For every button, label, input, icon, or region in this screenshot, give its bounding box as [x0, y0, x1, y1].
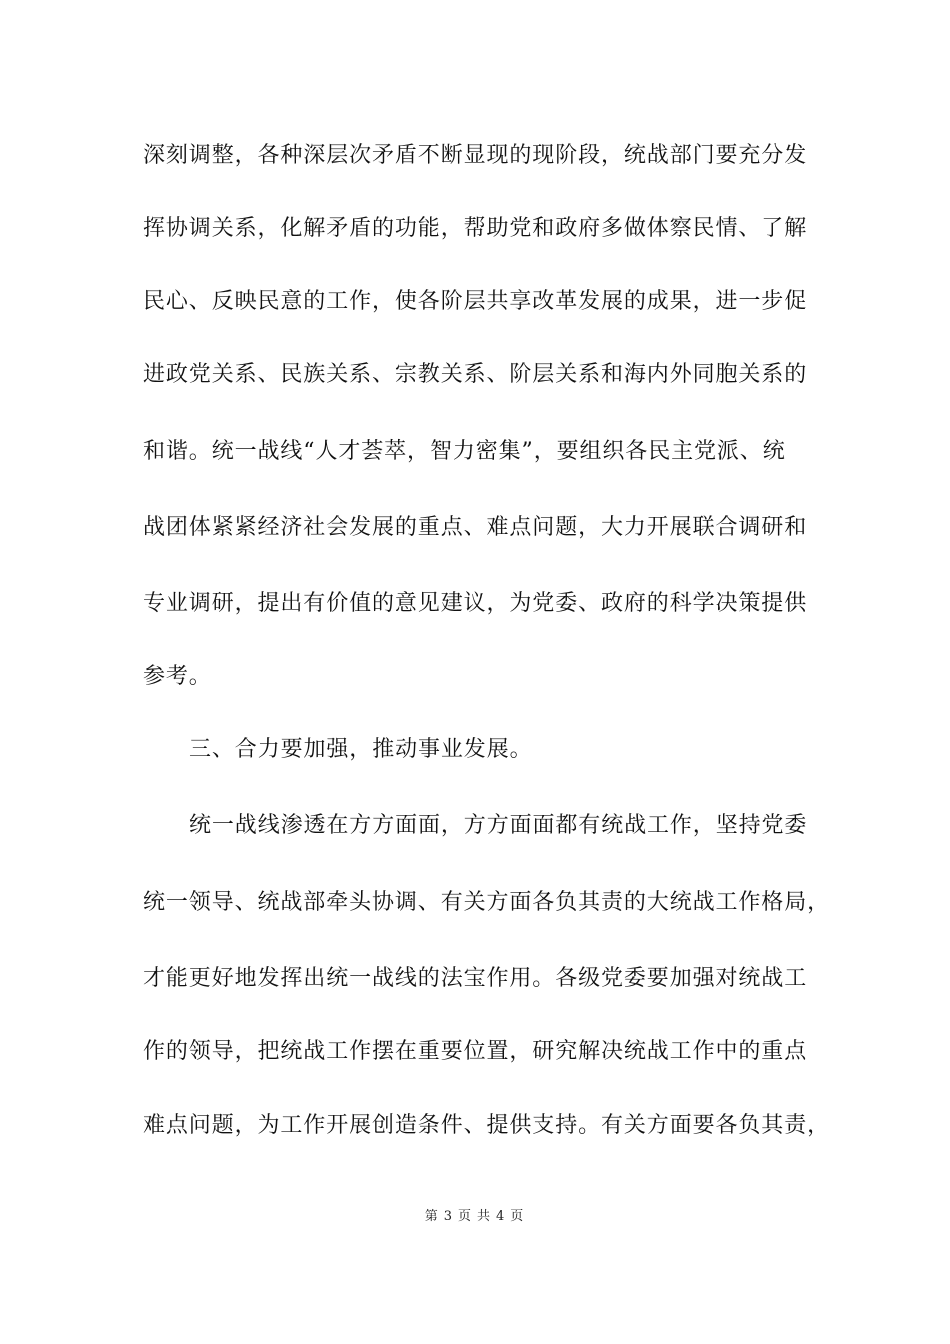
body-line: 进政党关系、民族关系、宗教关系、阶层关系和海内外同胞关系的	[143, 362, 808, 387]
body-line: 专业调研，提出有价值的意见建议，为党委、政府的科学决策提供	[143, 591, 808, 616]
page-footer	[0, 1208, 950, 1226]
footer-page-word: 页	[457, 1209, 473, 1224]
body-line: 和谐。统一战线“人才荟萃，智力密集”，要组织各民主党派、统	[143, 439, 786, 464]
body-line: 难点问题，为工作开展创造条件、提供支持。有关方面要各负其责，	[143, 1113, 831, 1138]
body-line: 挥协调关系，化解矛盾的功能，帮助党和政府多做体察民情、了解	[143, 216, 808, 241]
footer-prefix: 第	[424, 1209, 440, 1224]
body-line: 统一领导、统战部牵头协调、有关方面各负其责的大统战工作格局，	[143, 890, 831, 915]
footer-suffix: 页	[510, 1209, 526, 1224]
body-line: 参考。	[143, 664, 212, 689]
total-pages-number: 4	[496, 1209, 507, 1224]
current-page-number: 3	[443, 1209, 454, 1224]
body-line: 民心、反映民意的工作，使各阶层共享改革发展的成果，进一步促	[143, 289, 808, 314]
section-heading: 三、合力要加强，推动事业发展。	[189, 737, 533, 762]
footer-total-prefix: 共	[477, 1209, 493, 1224]
body-line: 才能更好地发挥出统一战线的法宝作用。各级党委要加强对统战工	[143, 966, 808, 991]
body-line: 战团体紧紧经济社会发展的重点、难点问题，大力开展联合调研和	[143, 515, 808, 540]
paragraph-first-line: 统一战线渗透在方方面面，方方面面都有统战工作，坚持党委	[189, 813, 808, 838]
body-line: 深刻调整，各种深层次矛盾不断显现的现阶段，统战部门要充分发	[143, 143, 808, 168]
body-line: 作的领导，把统战工作摆在重要位置，研究解决统战工作中的重点	[143, 1039, 808, 1064]
